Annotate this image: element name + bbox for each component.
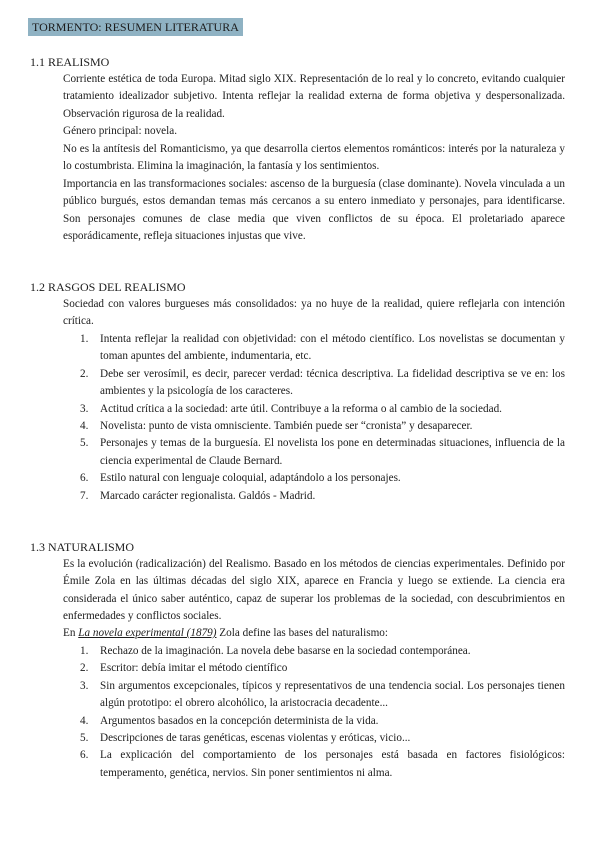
section-heading: 1.1 REALISMO	[30, 55, 110, 69]
paragraph: Corriente estética de toda Europa. Mitad siglo XIX. Representación de lo real y lo concreto, evitando cualquier tratamiento idealizador subjetivo. Intenta reflejar la realidad externa de forma objetiva y despersonalizada. Observación rigurosa de la realidad.	[63, 73, 565, 120]
section-heading: 1.2 RASGOS DEL REALISMO	[30, 280, 186, 294]
list-item: 6. Estilo natural con lenguaje coloquial, adaptándolo a los personajes.	[80, 472, 401, 485]
list-item: 3. Sin argumentos excepcionales, típicos y representativos de una tendencia social. Los personajes tienen algún prototipo: el obrero alcohólico, la aristocracia decadente...	[80, 679, 565, 710]
list-item: 2. Escritor: debía imitar el método científico	[80, 662, 288, 675]
list-item: 1. Intenta reflejar la realidad con objetividad: con el método científico. Los novelistas se documentan y toman apuntes del ambiente, indumentaria, etc.	[80, 333, 565, 363]
paragraph: Género principal: novela.	[63, 125, 178, 137]
list-item: 6. La explicación del comportamiento de los personajes está basada en factores fisiológicos: temperamento, genética, nervios. Sin poner sentimientos ni alma.	[80, 749, 565, 779]
list-item: 4. Argumentos basados en la concepción determinista de la vida.	[80, 714, 379, 727]
list-item: 2. Debe ser verosímil, es decir, parecer verdad: técnica descriptiva. La fidelidad descriptiva se ve en: los ambientes y la psicología de los caracteres.	[80, 367, 565, 398]
list-item: 7. Marcado carácter regionalista. Galdós - Madrid.	[80, 489, 316, 502]
paragraph: No es la antítesis del Romanticismo, ya que desarrolla ciertos elementos románticos: interés por la naturaleza y lo costumbrista. Elimina la imaginación, la fantasía y los sentimientos.	[63, 143, 565, 173]
list-item: 4. Novelista: punto de vista omnisciente. También puede ser “cronista” y desaparecer.	[80, 420, 473, 433]
document-title: TORMENTO: RESUMEN LITERATURA	[28, 18, 243, 36]
section-intro: Sociedad con valores burgueses más consolidados: ya no huye de la realidad, quiere reflejarla con intención crítica.	[63, 298, 565, 328]
paragraph: Importancia en las transformaciones sociales: ascenso de la burguesía (clase dominante). Novela vinculada a un público burgués, estos demandan temas más cercanos a su entero inmediato y personajes, para identificarse. Son personajes comunes de clase media que viven conflictos de su época. El proletariado aparece esporádicamente, refleja situaciones injustas que vive.	[63, 178, 565, 243]
list-item: 1. Rechazo de la imaginación. La novela debe basarse en la sociedad contemporánea.	[80, 645, 471, 657]
list-item: 5. Descripciones de taras genéticas, escenas violentas y eróticas, vicio...	[80, 732, 411, 745]
list-item: 5. Personajes y temas de la burguesía. El novelista los pone en determinadas situaciones, influencia de la ciencia experimental de Claude Bernard.	[80, 437, 565, 467]
book-title: La novela experimental (1879)	[78, 627, 217, 639]
rasgos-list	[0, 331, 600, 505]
section-intro: Es la evolución (radicalización) del Realismo. Basado en los métodos de ciencias experimentales. Definido por Émile Zola en las últimas décadas del siglo XIX, aparece en Francia y luego se extiende. La ciencia era considerada el único saber auténtico, capaz de superar los problemas de la sociedad, con descubrimientos en enfermedades y conflictos sociales.	[63, 558, 565, 623]
naturalismo-list	[0, 643, 600, 782]
list-item: 3. Actitud crítica a la sociedad: arte útil. Contribuye a la reforma o al cambio de la sociedad.	[80, 402, 502, 415]
section-heading: 1.3 NATURALISMO	[30, 540, 135, 554]
section-intro-line: En La novela experimental (1879) Zola define las bases del naturalismo:	[63, 627, 388, 639]
